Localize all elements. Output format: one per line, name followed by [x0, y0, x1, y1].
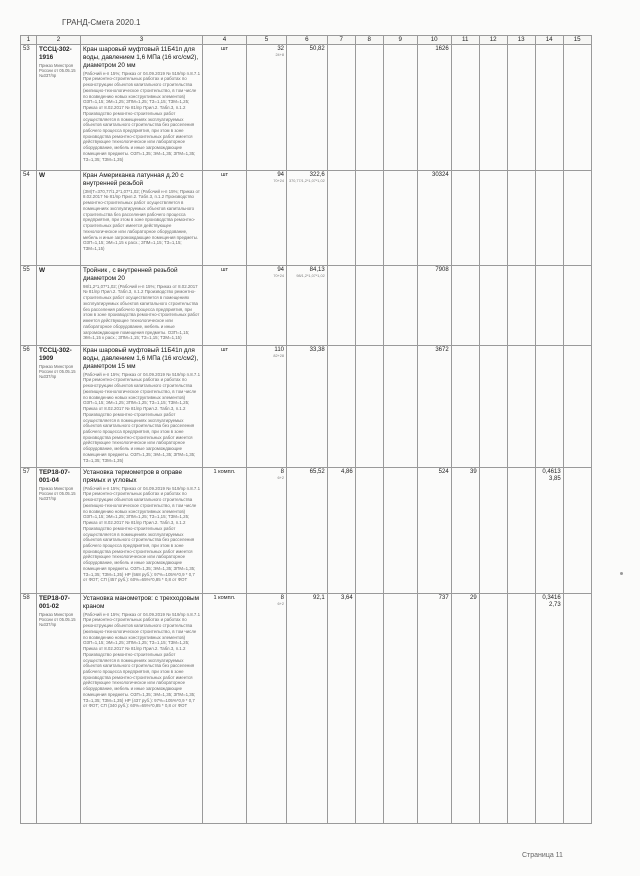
- cell-c10: [417, 265, 451, 345]
- cell-c10: [417, 170, 451, 265]
- cell-code: [37, 265, 81, 345]
- cell-name: [81, 170, 203, 265]
- cell-c15: [563, 345, 591, 467]
- rate-code: ТЕР18-07-001-02: [39, 594, 70, 610]
- quantity-note: 70+24: [273, 274, 284, 279]
- value-c7: 4,86: [341, 468, 353, 475]
- table-row: [21, 44, 592, 170]
- rate-code: ТССЦ-302-1909: [39, 346, 72, 362]
- cell-code: [37, 170, 81, 265]
- cell-c13: [507, 467, 535, 593]
- cell-c13: [507, 44, 535, 170]
- cell-c13: [507, 265, 535, 345]
- cell-c8: [355, 170, 383, 265]
- cell-price: [287, 345, 328, 467]
- unit: шт: [220, 171, 229, 178]
- quantity: 94: [277, 171, 284, 178]
- cell-c14: [535, 44, 563, 170]
- cell-c11: [451, 265, 479, 345]
- cell-quantity: [247, 170, 287, 265]
- rate-code-note: Приказ Минстроя России от 05.05.15 №337/пр: [39, 485, 76, 502]
- price-note: 370,77/1,2*1,07*1,02: [289, 179, 325, 184]
- column-number: 10: [417, 36, 451, 45]
- column-number: 4: [203, 36, 247, 45]
- cell-number: [21, 44, 37, 170]
- price-note: 98/1,2*1,07*1,02: [296, 274, 325, 279]
- cell-unit: [203, 44, 247, 170]
- value-c10: 7908: [435, 266, 449, 273]
- unit-price: 33,38: [309, 346, 325, 353]
- cell-c7: [327, 467, 355, 593]
- cell-name: [81, 265, 203, 345]
- column-number: 7: [327, 36, 355, 45]
- cell-number: [21, 467, 37, 593]
- value-c14: 0,3416: [542, 594, 561, 601]
- rate-code: ТЕР18-07-001-04: [39, 468, 70, 484]
- cell-c14: [535, 170, 563, 265]
- table-row: [21, 345, 592, 467]
- quantity: 94: [277, 266, 284, 273]
- rate-code-note: Приказ Минстроя России от 05.05.15 №337/пр: [39, 363, 76, 380]
- column-number: 3: [81, 36, 203, 45]
- quantity: 8: [280, 594, 284, 601]
- column-number: 1: [21, 36, 37, 45]
- value-c14: 0,4613: [542, 468, 561, 475]
- cell-c12: [479, 467, 507, 593]
- row-number: 58: [23, 594, 30, 601]
- table-row: [21, 170, 592, 265]
- cell-c8: [355, 265, 383, 345]
- value-c11: 29: [470, 594, 477, 601]
- cell-c8: [355, 593, 383, 823]
- unit-price: 50,82: [309, 45, 325, 52]
- table-row: [21, 265, 592, 345]
- cell-unit: [203, 265, 247, 345]
- cell-c7: [327, 345, 355, 467]
- cell-c15: [563, 44, 591, 170]
- value-c7: 3,64: [341, 594, 353, 601]
- table-row: [21, 593, 592, 823]
- cell-c8: [355, 345, 383, 467]
- cell-c7: [327, 170, 355, 265]
- estimate-table: [20, 35, 592, 824]
- value-c10: 737: [438, 594, 449, 601]
- column-number: 8: [355, 36, 383, 45]
- column-number: 9: [383, 36, 417, 45]
- unit: шт: [220, 266, 229, 273]
- unit: шт: [220, 45, 229, 52]
- row-number: 55: [23, 266, 30, 273]
- row-number: 53: [23, 45, 30, 52]
- cell-number: [21, 345, 37, 467]
- cell-c15: [563, 170, 591, 265]
- cell-name: [81, 467, 203, 593]
- cell-c12: [479, 170, 507, 265]
- cell-c9: [383, 265, 417, 345]
- rate-code-note: Приказ Минстроя России от 05.05.15 №337/пр: [39, 611, 76, 628]
- cell-c12: [479, 265, 507, 345]
- document-header: ГРАНД-Смета 2020.1: [62, 18, 141, 27]
- cell-c10: [417, 593, 451, 823]
- quantity-note: 6+2: [277, 602, 284, 607]
- cell-c11: [451, 44, 479, 170]
- work-description: (ЗМ)Т=370,77/1,2*1,07*1,02; (Рабочий н-п 15%; Приказ от 8.02.2017 № 81/пр Прил.2. Табл.3, п.1.2 Производство ремонтно-строительных работ осуществляется в помещениях эксплуатируемых объектов капитального строительства без расселения рабочего процесса предприятия, при этом в зоне производства ремонтно-строительных работ имеется действующее технологическое или лабораторное оборудование, мебель и иные загромождающие помещения предметы. ОЗП=1,15; ЭМ=1,15 к расх.; ЗПМ=1,15; ТЗ=1,15; ТЗМ=1,15): [83, 188, 200, 251]
- cell-c12: [479, 44, 507, 170]
- cell-quantity: [247, 265, 287, 345]
- cell-c9: [383, 467, 417, 593]
- cell-c7: [327, 593, 355, 823]
- work-name: Установка манометров: с трехходовым краном: [83, 594, 199, 610]
- unit: 1 компл.: [213, 468, 236, 475]
- quantity-note: 82+28: [273, 354, 284, 359]
- cell-c11: [451, 345, 479, 467]
- work-name: Кран шаровый муфтовый 11Б41п для воды, давлением 1,6 МПа (16 кгс/см2), диаметром 15 мм: [83, 346, 199, 370]
- cell-c9: [383, 170, 417, 265]
- cell-c9: [383, 593, 417, 823]
- cell-number: [21, 265, 37, 345]
- work-name: Установка термометров в оправе прямых и угловых: [83, 468, 183, 484]
- cell-quantity: [247, 593, 287, 823]
- cell-name: [81, 593, 203, 823]
- cell-quantity: [247, 44, 287, 170]
- cell-number: [21, 170, 37, 265]
- quantity-note: 6+2: [277, 476, 284, 481]
- cell-code: [37, 44, 81, 170]
- work-name: Кран Американка латунная д.20 с внутренней резьбой: [83, 171, 184, 187]
- cell-c8: [355, 467, 383, 593]
- cell-c7: [327, 44, 355, 170]
- cell-c10: [417, 345, 451, 467]
- cell-code: [37, 467, 81, 593]
- cell-quantity: [247, 345, 287, 467]
- column-number: 2: [37, 36, 81, 45]
- unit-price: 84,13: [309, 266, 325, 273]
- row-number: 57: [23, 468, 30, 475]
- cell-unit: [203, 345, 247, 467]
- work-description: 98/1,2*1,07*1,02; (Рабочий н-п 15%; Приказ от 8.02.2017 № 81/пр Прил.2. Табл.3, п.1.2 Производство ремонтно-строительных работ осуществляется в помещениях эксплуатируемых объектов капитального строительства без расселения рабочего процесса предприятия, при этом в зоне производства ремонтно-строительных работ имеется действующее технологическое или лабораторное оборудование, мебель и иные загромождающие помещения предметы. ОЗП=1,15; ЭМ=1,15 к расх.; ЗПМ=1,15; ТЗ=1,15; ТЗМ=1,15): [83, 283, 200, 341]
- cell-unit: [203, 170, 247, 265]
- column-number: 15: [563, 36, 591, 45]
- work-description: (Рабочий н-п 15%; Приказ от 04.09.2019 № 519/пр п.8.7.1 При ремонтно-строительных работах и работах по реконструкции объектов капитального строительства (жилищно-технологическое строительство, в том числе по возведению новых конструктивных элементов) ОЗП=1,15; ЭМ=1,25; ЗПМ=1,25; ТЗ=1,15; ТЗМ=1,25; Приказ от 8.02.2017 № 81/пр Прил.2. Табл.3, п.1.2 Производство ремонтно-строительных работ осуществляется в помещениях эксплуатируемых объектов капитального строительства без расселения рабочего процесса предприятия, при этом в зоне производства ремонтно-строительных работ имеется действующее технологическое или лабораторное оборудование, мебель и иные загромождающие помещения предметы. ОЗП=1,35; ЭМ=1,35; ЗПМ=1,35; ТЗ=1,35; ТЗМ=1,35): [83, 371, 201, 463]
- quantity: 8: [280, 468, 284, 475]
- cell-c14: [535, 467, 563, 593]
- cell-price: [287, 265, 328, 345]
- value-c14-total: 2,73: [549, 602, 561, 609]
- cell-name: [81, 345, 203, 467]
- scan-speck: [620, 572, 623, 575]
- cell-c7: [327, 265, 355, 345]
- column-number: 5: [247, 36, 287, 45]
- cell-c11: [451, 467, 479, 593]
- cell-quantity: [247, 467, 287, 593]
- unit: 1 компл.: [213, 594, 236, 601]
- cell-price: [287, 170, 328, 265]
- unit-price: 65,52: [309, 468, 325, 475]
- work-description: (Рабочий н-п 15%; Приказ от 04.09.2019 № 519/пр п.8.7.1 При ремонтно-строительных работах и работах по реконструкции объектов капитального строительства (жилищно-технологическое строительство, в том числе по возведению новых конструктивных элементов) ОЗП=1,15; ЭМ=1,25; ЗПМ=1,25; ТЗ=1,15; ТЗМ=1,25; Приказ от 8.02.2017 № 81/пр Прил.2. Табл.3, п.1.2 Производство ремонтно-строительных работ осуществляется в помещениях эксплуатируемых объектов капитального строительства без расселения рабочего процесса предприятия, при этом в зоне производства ремонтно-строительных работ имеется действующее технологическое или лабораторное оборудование, мебель и иные загромождающие помещения предметы. ОЗП=1,35; ЭМ=1,35; ЗПМ=1,35; ТЗ=1,35; ТЗМ=1,35) НР (437 руб.): 97%=105%*0,9 * 0,7 от ФОТ; СП (340 руб.): 60%=65%*0,85 * 0,8 от ФОТ: [83, 611, 201, 709]
- value-c10: 30324: [432, 171, 449, 178]
- cell-price: [287, 467, 328, 593]
- cell-c13: [507, 170, 535, 265]
- cell-c12: [479, 345, 507, 467]
- column-number: 14: [535, 36, 563, 45]
- page-number: Страница 11: [522, 852, 563, 859]
- column-number: 11: [451, 36, 479, 45]
- row-number: 56: [23, 346, 30, 353]
- column-number: 6: [287, 36, 328, 45]
- rate-code-note: Приказ Минстроя России от 05.05.15 №337/пр: [39, 62, 76, 79]
- cell-unit: [203, 593, 247, 823]
- rate-code: W: [39, 171, 46, 179]
- quantity-note: 24+8: [275, 53, 284, 58]
- column-number: 12: [479, 36, 507, 45]
- value-c10: 1626: [435, 45, 449, 52]
- cell-c12: [479, 593, 507, 823]
- cell-c14: [535, 265, 563, 345]
- work-name: Тройник , с внутренней резьбой диаметром 20: [83, 266, 178, 282]
- cell-c13: [507, 345, 535, 467]
- cell-code: [37, 345, 81, 467]
- cell-c11: [451, 593, 479, 823]
- cell-c13: [507, 593, 535, 823]
- unit-price: 92,1: [313, 594, 325, 601]
- cell-number: [21, 593, 37, 823]
- cell-price: [287, 593, 328, 823]
- cell-code: [37, 593, 81, 823]
- column-number-row: [21, 36, 592, 45]
- unit: шт: [220, 346, 229, 353]
- cell-c8: [355, 44, 383, 170]
- row-number: 54: [23, 171, 30, 178]
- cell-c14: [535, 593, 563, 823]
- cell-name: [81, 44, 203, 170]
- cell-c10: [417, 44, 451, 170]
- cell-c10: [417, 467, 451, 593]
- value-c10: 524: [438, 468, 449, 475]
- cell-c15: [563, 467, 591, 593]
- quantity-note: 70+24: [273, 179, 284, 184]
- table-row: [21, 467, 592, 593]
- value-c11: 39: [470, 468, 477, 475]
- work-name: Кран шаровый муфтовый 11Б41п для воды, давлением 1,6 МПа (16 кгс/см2), диаметром 20 мм: [83, 45, 199, 69]
- value-c14-total: 3,85: [549, 476, 561, 483]
- value-c10: 3672: [435, 346, 449, 353]
- cell-c14: [535, 345, 563, 467]
- cell-c9: [383, 44, 417, 170]
- cell-unit: [203, 467, 247, 593]
- work-description: (Рабочий н-п 15%; Приказ от 04.09.2019 № 519/пр п.8.7.1 При ремонтно-строительных работах и работах по реконструкции объектов капитального строительства (жилищно-технологическое строительство, в том числе по возведению новых конструктивных элементов) ОЗП=1,15; ЭМ=1,25; ЗПМ=1,25; ТЗ=1,15; ТЗМ=1,25; Приказ от 8.02.2017 № 81/пр Прил.2. Табл.3, п.1.2 Производство ремонтно-строительных работ осуществляется в помещениях эксплуатируемых объектов капитального строительства без расселения рабочего процесса предприятия, при этом в зоне производства ремонтно-строительных работ имеется действующее технологическое или лабораторное оборудование, мебель и иные загромождающие помещения предметы. ОЗП=1,35; ЭМ=1,35; ЗПМ=1,35; ТЗ=1,35; ТЗМ=1,35): [83, 70, 201, 162]
- column-number: 13: [507, 36, 535, 45]
- cell-c11: [451, 170, 479, 265]
- quantity: 110: [274, 346, 284, 353]
- quantity: 32: [277, 45, 284, 52]
- unit-price: 322,6: [309, 171, 325, 178]
- rate-code: ТССЦ-302-1916: [39, 45, 72, 61]
- cell-c9: [383, 345, 417, 467]
- rate-code: W: [39, 266, 46, 274]
- cell-price: [287, 44, 328, 170]
- cell-c15: [563, 265, 591, 345]
- cell-c15: [563, 593, 591, 823]
- work-description: (Рабочий н-п 15%; Приказ от 04.09.2019 № 519/пр п.8.7.1 При ремонтно-строительных работах и работах по реконструкции объектов капитального строительства (жилищно-технологическое строительство, в том числе по возведению новых конструктивных элементов) ОЗП=1,15; ЭМ=1,25; ЗПМ=1,25; ТЗ=1,15; ТЗМ=1,25; Приказ от 8.02.2017 № 81/пр Прил.2. Табл.3, п.1.2 Производство ремонтно-строительных работ осуществляется в помещениях эксплуатируемых объектов капитального строительства без расселения рабочего процесса предприятия, при этом в зоне производства ремонтно-строительных работ имеется действующее технологическое или лабораторное оборудование, мебель и иные загромождающие помещения предметы. ОЗП=1,35; ЭМ=1,35; ЗПМ=1,35; ТЗ=1,35; ТЗМ=1,35) НР (568 руб.): 97%=105%*0,9 * 0,7 от ФОТ; СП (457 руб.): 60%=65%*0,85 * 0,8 от ФОТ: [83, 485, 201, 583]
